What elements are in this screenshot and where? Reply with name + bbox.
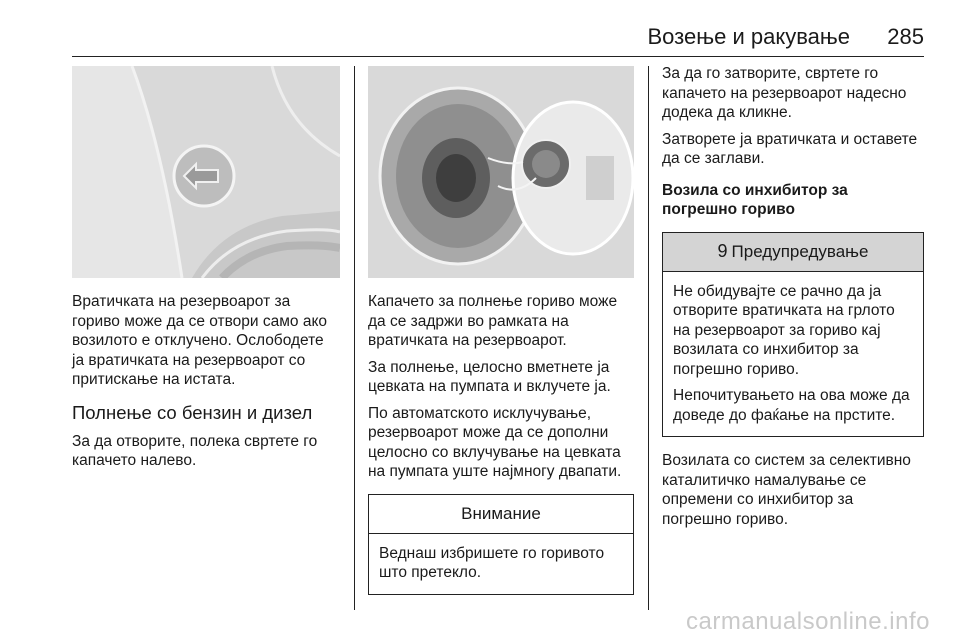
paragraph: По автоматското исклучување, резервоарот може да се дополни целосно со вклучување на цевката на пумпата уште најмногу двапати. [368, 404, 622, 480]
paragraph: За да го затворите, свртете го капачето на резервоарот надесно додека да кликне. [662, 65, 907, 121]
column-divider-1 [354, 66, 355, 610]
car-fuel-filler-flap-icon [72, 66, 340, 278]
paragraph: Затворете ја вратичката и оставете да се заглави. [662, 130, 918, 167]
warning-box [662, 232, 924, 438]
warning-text: Непочитувањето на ова може да доведе до фаќање на прстите. [673, 387, 910, 424]
watermark: carmanualsonline.info [686, 608, 930, 635]
paragraph: Вратичката на резервоарот за гориво може да се отвори само ако возилото е отклучено. Ослободете ја вратичката на резервоарот со притискање на истата. [72, 293, 328, 388]
page-number: 285 [887, 24, 924, 49]
section-heading: Полнење со бензин и дизел [72, 401, 313, 423]
column-1 [72, 66, 340, 478]
warning-title: Предупредување [731, 241, 869, 261]
paragraph: Капачето за полнење гориво може да се задржи во рамката на вратичката на резервоарот. [368, 293, 618, 349]
column-divider-2 [648, 66, 649, 610]
paragraph: За полнење, целосно вметнете ја цевката на пумпата и вклучете ја. [368, 358, 611, 395]
column-2 [368, 66, 634, 595]
header-divider [72, 56, 924, 57]
paragraph: Возилата со систем за селективно каталитичко намалување се опремени со инхибитор за погрешно гориво. [662, 452, 911, 528]
car-fuel-filler-flap-illustration [72, 66, 340, 278]
page-header-title: Возење и ракување [647, 24, 850, 49]
warning-icon: 9 [717, 241, 728, 261]
fuel-cap-open-icon [368, 66, 634, 278]
warning-text: Не обидувајте се рачно да ја отворите вратичката на грлото на резервоарот за гориво кај возилата со инхибитор за погрешно гориво. [673, 282, 895, 378]
section-heading: Возила со инхибитор за погрешно гориво [662, 181, 848, 218]
column-3 [662, 64, 924, 536]
warning-header [663, 233, 923, 272]
notice-title: Внимание [369, 495, 633, 534]
notice-text: Веднаш избришете го горивото што претекло. [379, 544, 605, 581]
fuel-cap-illustration [368, 66, 634, 278]
paragraph: За да отворите, полека свртете го капачето налево. [72, 432, 318, 469]
notice-box [368, 494, 634, 595]
